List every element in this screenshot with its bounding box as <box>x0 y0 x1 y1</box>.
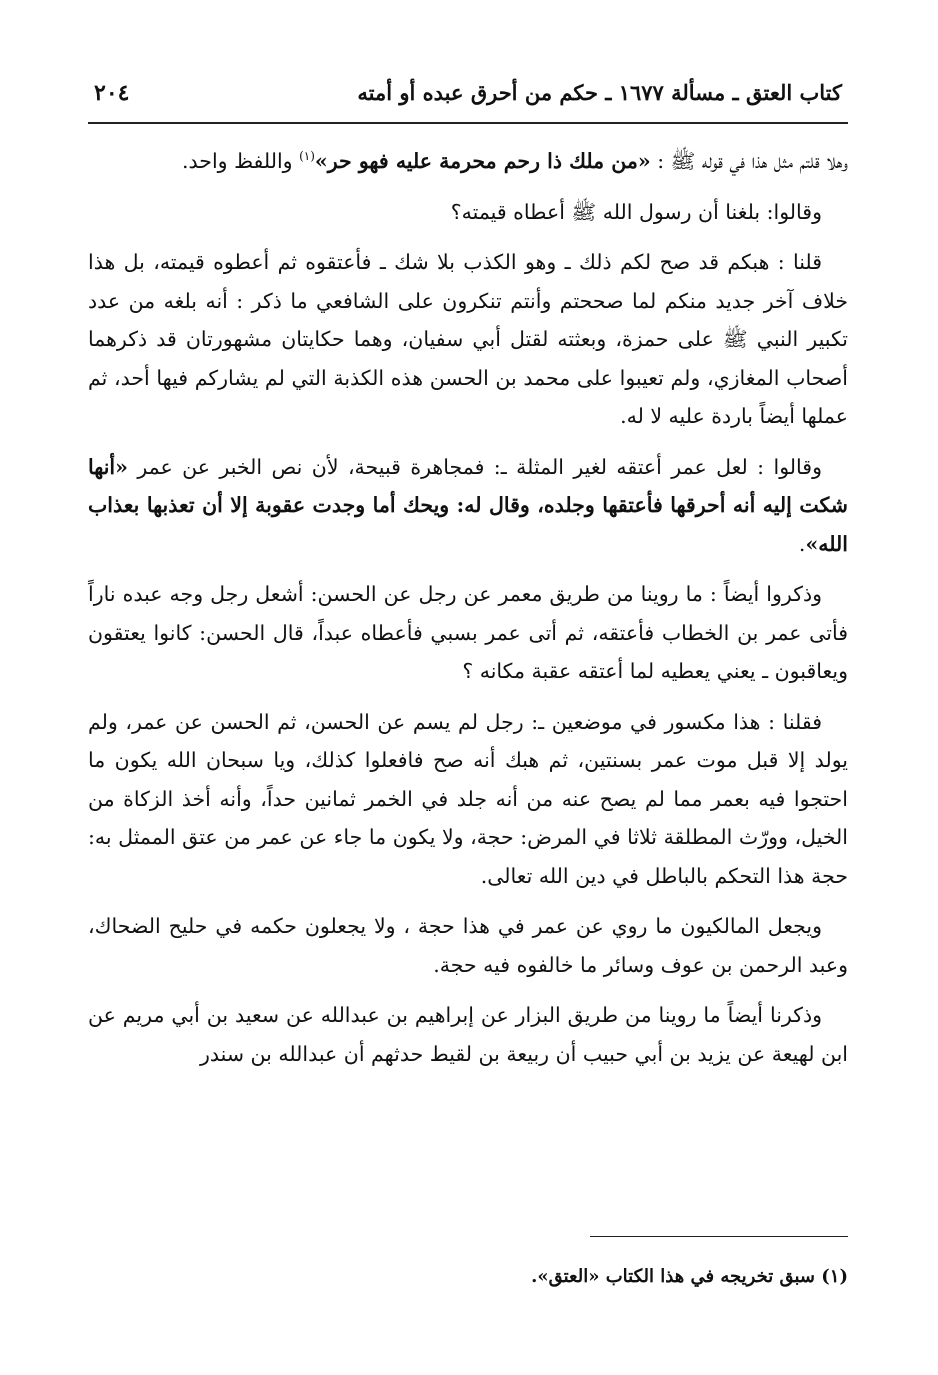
paragraph-text: ويجعل المالكيون ما روي عن عمر في هذا حجة ، ولا يجعلون حكمه في حليح الضحاك، وعبد الرحمن بن عوف وسائر ما خالفوه فيه حجة. <box>88 914 848 977</box>
footnote: (١) سبق تخريجه في هذا الكتاب «العتق». <box>531 1266 848 1287</box>
header-title: كتاب العتق ـ مسألة ١٦٧٧ ـ حكم من أحرق عبده أو أمته <box>357 80 842 105</box>
footnote-marker: (١) <box>299 149 315 164</box>
paragraph <box>88 996 848 1073</box>
paragraph <box>88 193 848 232</box>
paragraph-text: وذكرنا أيضاً ما روينا من طريق البزار عن إبراهيم بن عبدالله عن سعيد بن أبي مريم عن ابن لهيعة عن يزيد بن أبي حبيب أن ربيعة بن لقيط حدثهم أن عبدالله بن سندر <box>88 1003 848 1066</box>
paragraph-text: وهلا قلتم مثل هذا في قوله ﷺ : <box>650 149 848 173</box>
paragraph <box>88 907 848 984</box>
paragraph-text: . <box>798 531 806 556</box>
paragraph <box>88 703 848 896</box>
paragraph-text: واللفظ واحد. <box>182 149 300 173</box>
paragraph-text: وقالوا: بلغنا أن رسول الله ﷺ أعطاه قيمته؟ <box>450 199 822 224</box>
paragraph-text: قلنا : هبكم قد صح لكم ذلك ـ وهو الكذب بلا شك ـ فأعتقوه ثم أعطوه قيمته، بل هذا خلاف آخر جديد منكم لما صححتم وأنتم تنكرون على الشافعي ما ذكر : أنه بلغه من عدد تكبير النبي ﷺ على حمزة، وبعثته لقتل أبي سفيان، وهما حكايتان مشهورتان قد ذكرهما أصحاب المغازي، ولم تعيبوا على محمد بن الحسن هذه الكذبة التي لم يشاركم فيها أحد، ثم عملها أيضاً باردة عليه لا له. <box>88 250 848 428</box>
paragraph-text: وقالوا : لعل عمر أعتقه لغير المثلة ـ: فمجاهرة قبيحة، لأن نص الخبر عن عمر <box>127 454 822 479</box>
page <box>88 80 848 1085</box>
page-number: ٢٠٤ <box>94 80 130 106</box>
footnote-separator <box>590 1236 848 1237</box>
paragraph <box>88 575 848 691</box>
paragraph <box>88 448 848 564</box>
paragraph-text: فقلنا : هذا مكسور في موضعين ـ: رجل لم يسم عن الحسن، ثم الحسن عن عمر، ولم يولد إلا قبل موت عمر بسنتين، ثم هبك أنه صح فافعلوا كذلك، ويا سبحان الله يكون ما احتجوا فيه بعمر مما لم يصح عنه من أنه جلد في الخمر ثمانين حداً، وأنه أخذ الزكاة من الخيل، وورّث المطلقة ثلاثا في المرض: حجة، ولا يكون ما جاء عن عمر من عتق الممثل به: حجة هذا التحكم بالباطل في دين الله تعالى. <box>88 709 848 888</box>
quoted-text: «من ملك ذا رحم محرمة عليه فهو حر» <box>314 149 651 173</box>
paragraph-text: وذكروا أيضاً : ما روينا من طريق معمر عن رجل عن الحسن: أشعل رجل وجه عبده ناراً فأتى عمر بن الخطاب فأعتقه، ثم أتى عمر بسبي فأعطاه عبداً، قال الحسن: كانوا يعتقون ويعاقبون ـ يعني يعطيه لما أعتقه عقبة مكانه ؟ <box>88 582 848 683</box>
quoted-text: «أنها شكت إليه أنه أحرقها فأعتقها وجلده، وقال له: ويحك أما وجدت عقوبة إلا أن تعذبها بعذاب الله» <box>88 454 848 556</box>
body-text <box>88 142 848 1073</box>
paragraph <box>88 142 848 181</box>
paragraph <box>88 243 848 436</box>
running-header <box>88 80 848 124</box>
